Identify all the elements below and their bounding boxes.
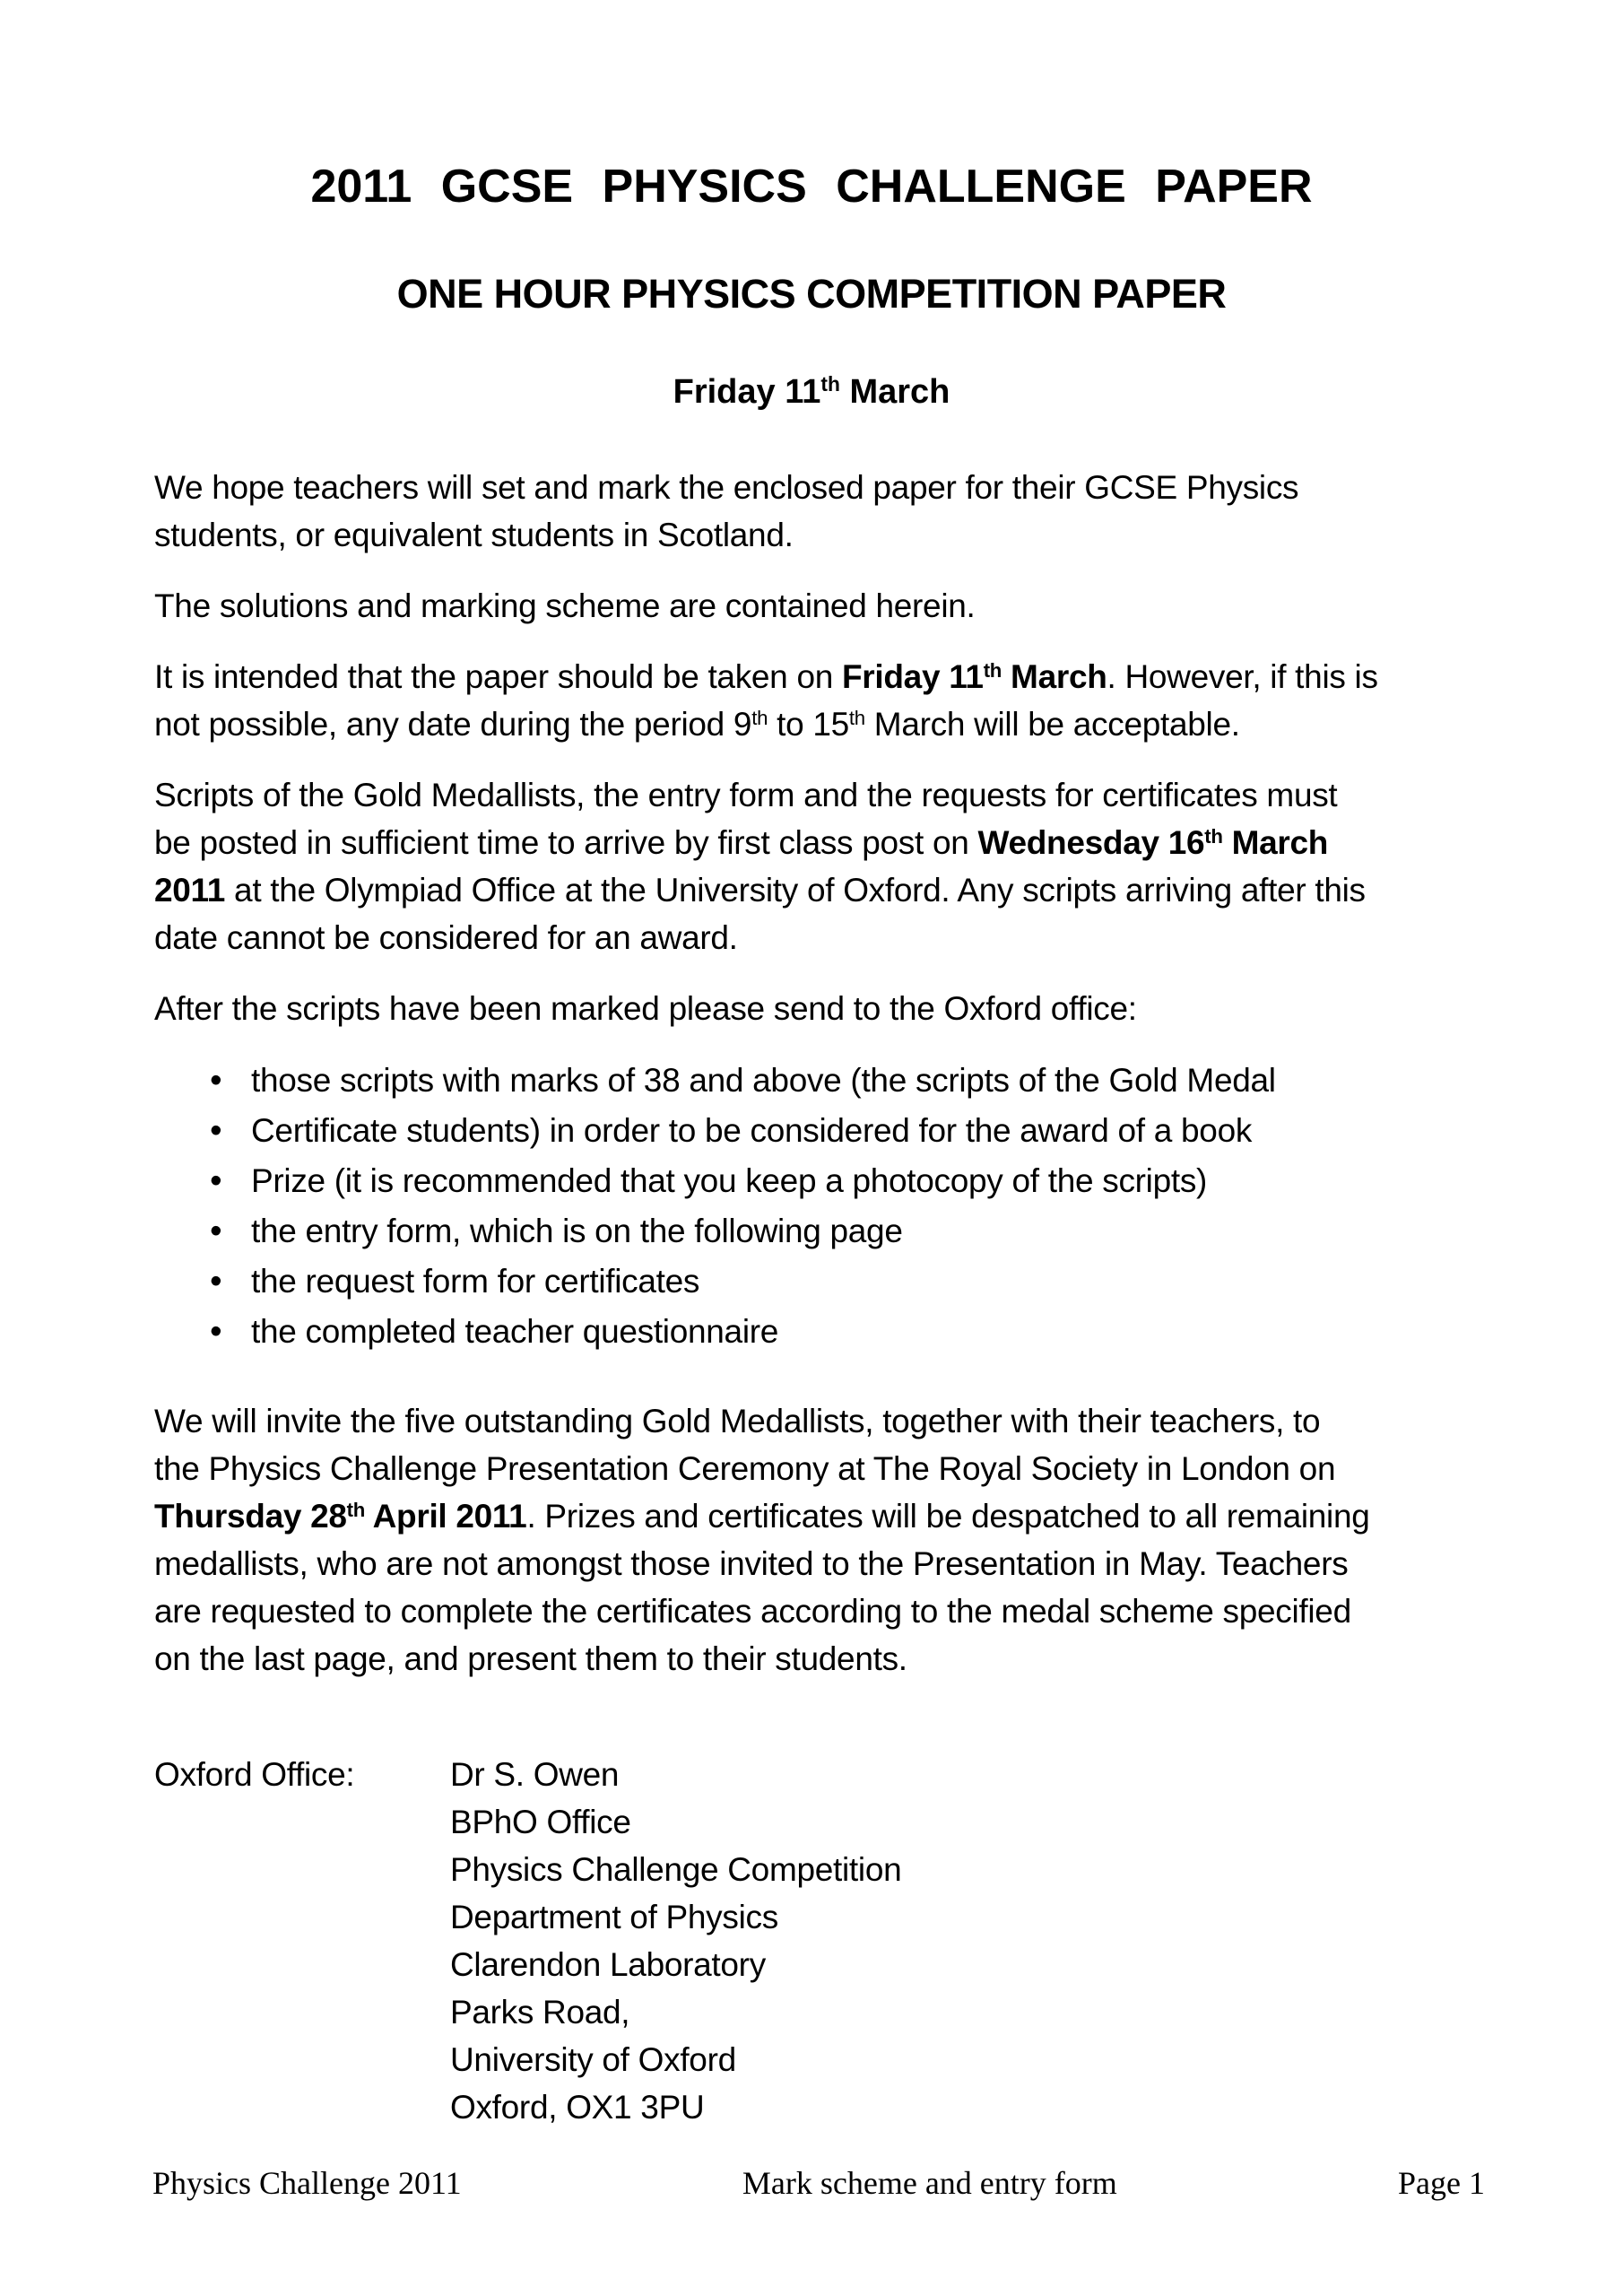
footer-document-name: Physics Challenge 2011 [152,2165,462,2201]
text-line: It is intended that the paper should be taken on Friday 11th March. However, if this is [154,658,1378,695]
paragraph-solutions [154,582,1469,630]
paragraph-after-marked [154,985,1469,1032]
text-line: medallists, who are not amongst those invited to the Presentation in May. Teachers [154,1545,1349,1582]
text-line: date cannot be considered for an award. [154,919,738,956]
address-line: BPhO Office [450,1804,631,1840]
address-line: University of Oxford [450,2041,736,2078]
paragraph-invitation [154,1397,1469,1683]
bullet-list [154,1056,1469,1357]
address-line: Physics Challenge Competition [450,1851,902,1888]
address-line: Dr S. Owen [450,1756,620,1793]
text-line: 2011 at the Olympiad Office at the University of Oxford. Any scripts arriving after this [154,872,1366,909]
list-item: • Certificate students) in order to be considered for the award of a book [210,1106,1469,1156]
oxford-office-label: Oxford Office: [154,1756,355,1793]
paragraph-hope [154,464,1469,559]
footer-section-name: Mark scheme and entry form [742,2165,1117,2201]
paragraph-intended-date [154,653,1469,748]
list-item: • those scripts with marks of 38 and above (the scripts of the Gold Medal [210,1056,1469,1106]
paragraph-scripts-posting [154,771,1469,961]
text-line: We hope teachers will set and mark the enclosed paper for their GCSE Physics [154,469,1299,506]
text-line: After the scripts have been marked please send to the Oxford office: [154,990,1137,1027]
document-subtitle: ONE HOUR PHYSICS COMPETITION PAPER [396,271,1227,317]
footer-page-number: Page 1 [1398,2165,1485,2201]
text-line: students, or equivalent students in Scotland. [154,517,794,553]
address-line: Parks Road, [450,1994,630,2031]
text-line: Thursday 28th April 2011. Prizes and certificates will be despatched to all remaining [154,1498,1370,1535]
text-line: not possible, any date during the period 9th to 15th March will be acceptable. [154,706,1240,743]
address-line: Oxford, OX1 3PU [450,2089,705,2126]
exam-date: Friday 11th March [673,372,950,411]
text-line: the Physics Challenge Presentation Ceremony at The Royal Society in London on [154,1450,1336,1487]
list-item: • Prize (it is recommended that you keep a photocopy of the scripts) [210,1156,1469,1206]
list-item: • the request form for certificates [210,1257,1469,1307]
text-line: on the last page, and present them to their students. [154,1640,907,1677]
address-line: Department of Physics [450,1899,778,1935]
oxford-office-block [154,1751,1469,2131]
list-item: • the completed teacher questionnaire [210,1307,1469,1357]
text-line: The solutions and marking scheme are contained herein. [154,587,976,624]
list-item: • the entry form, which is on the following page [210,1206,1469,1257]
document-body [154,464,1469,2131]
page-footer [152,2165,1485,2201]
text-line: Scripts of the Gold Medallists, the entry form and the requests for certificates must [154,777,1338,813]
document-title: 2011 GCSE PHYSICS CHALLENGE PAPER [310,161,1313,213]
text-line: be posted in sufficient time to arrive by first class post on Wednesday 16th March [154,824,1329,861]
address-line: Clarendon Laboratory [450,1946,766,1983]
text-line: are requested to complete the certificates according to the medal scheme specified [154,1593,1351,1630]
text-line: We will invite the five outstanding Gold Medallists, together with their teachers, to [154,1403,1321,1439]
oxford-office-address [450,1751,901,2131]
